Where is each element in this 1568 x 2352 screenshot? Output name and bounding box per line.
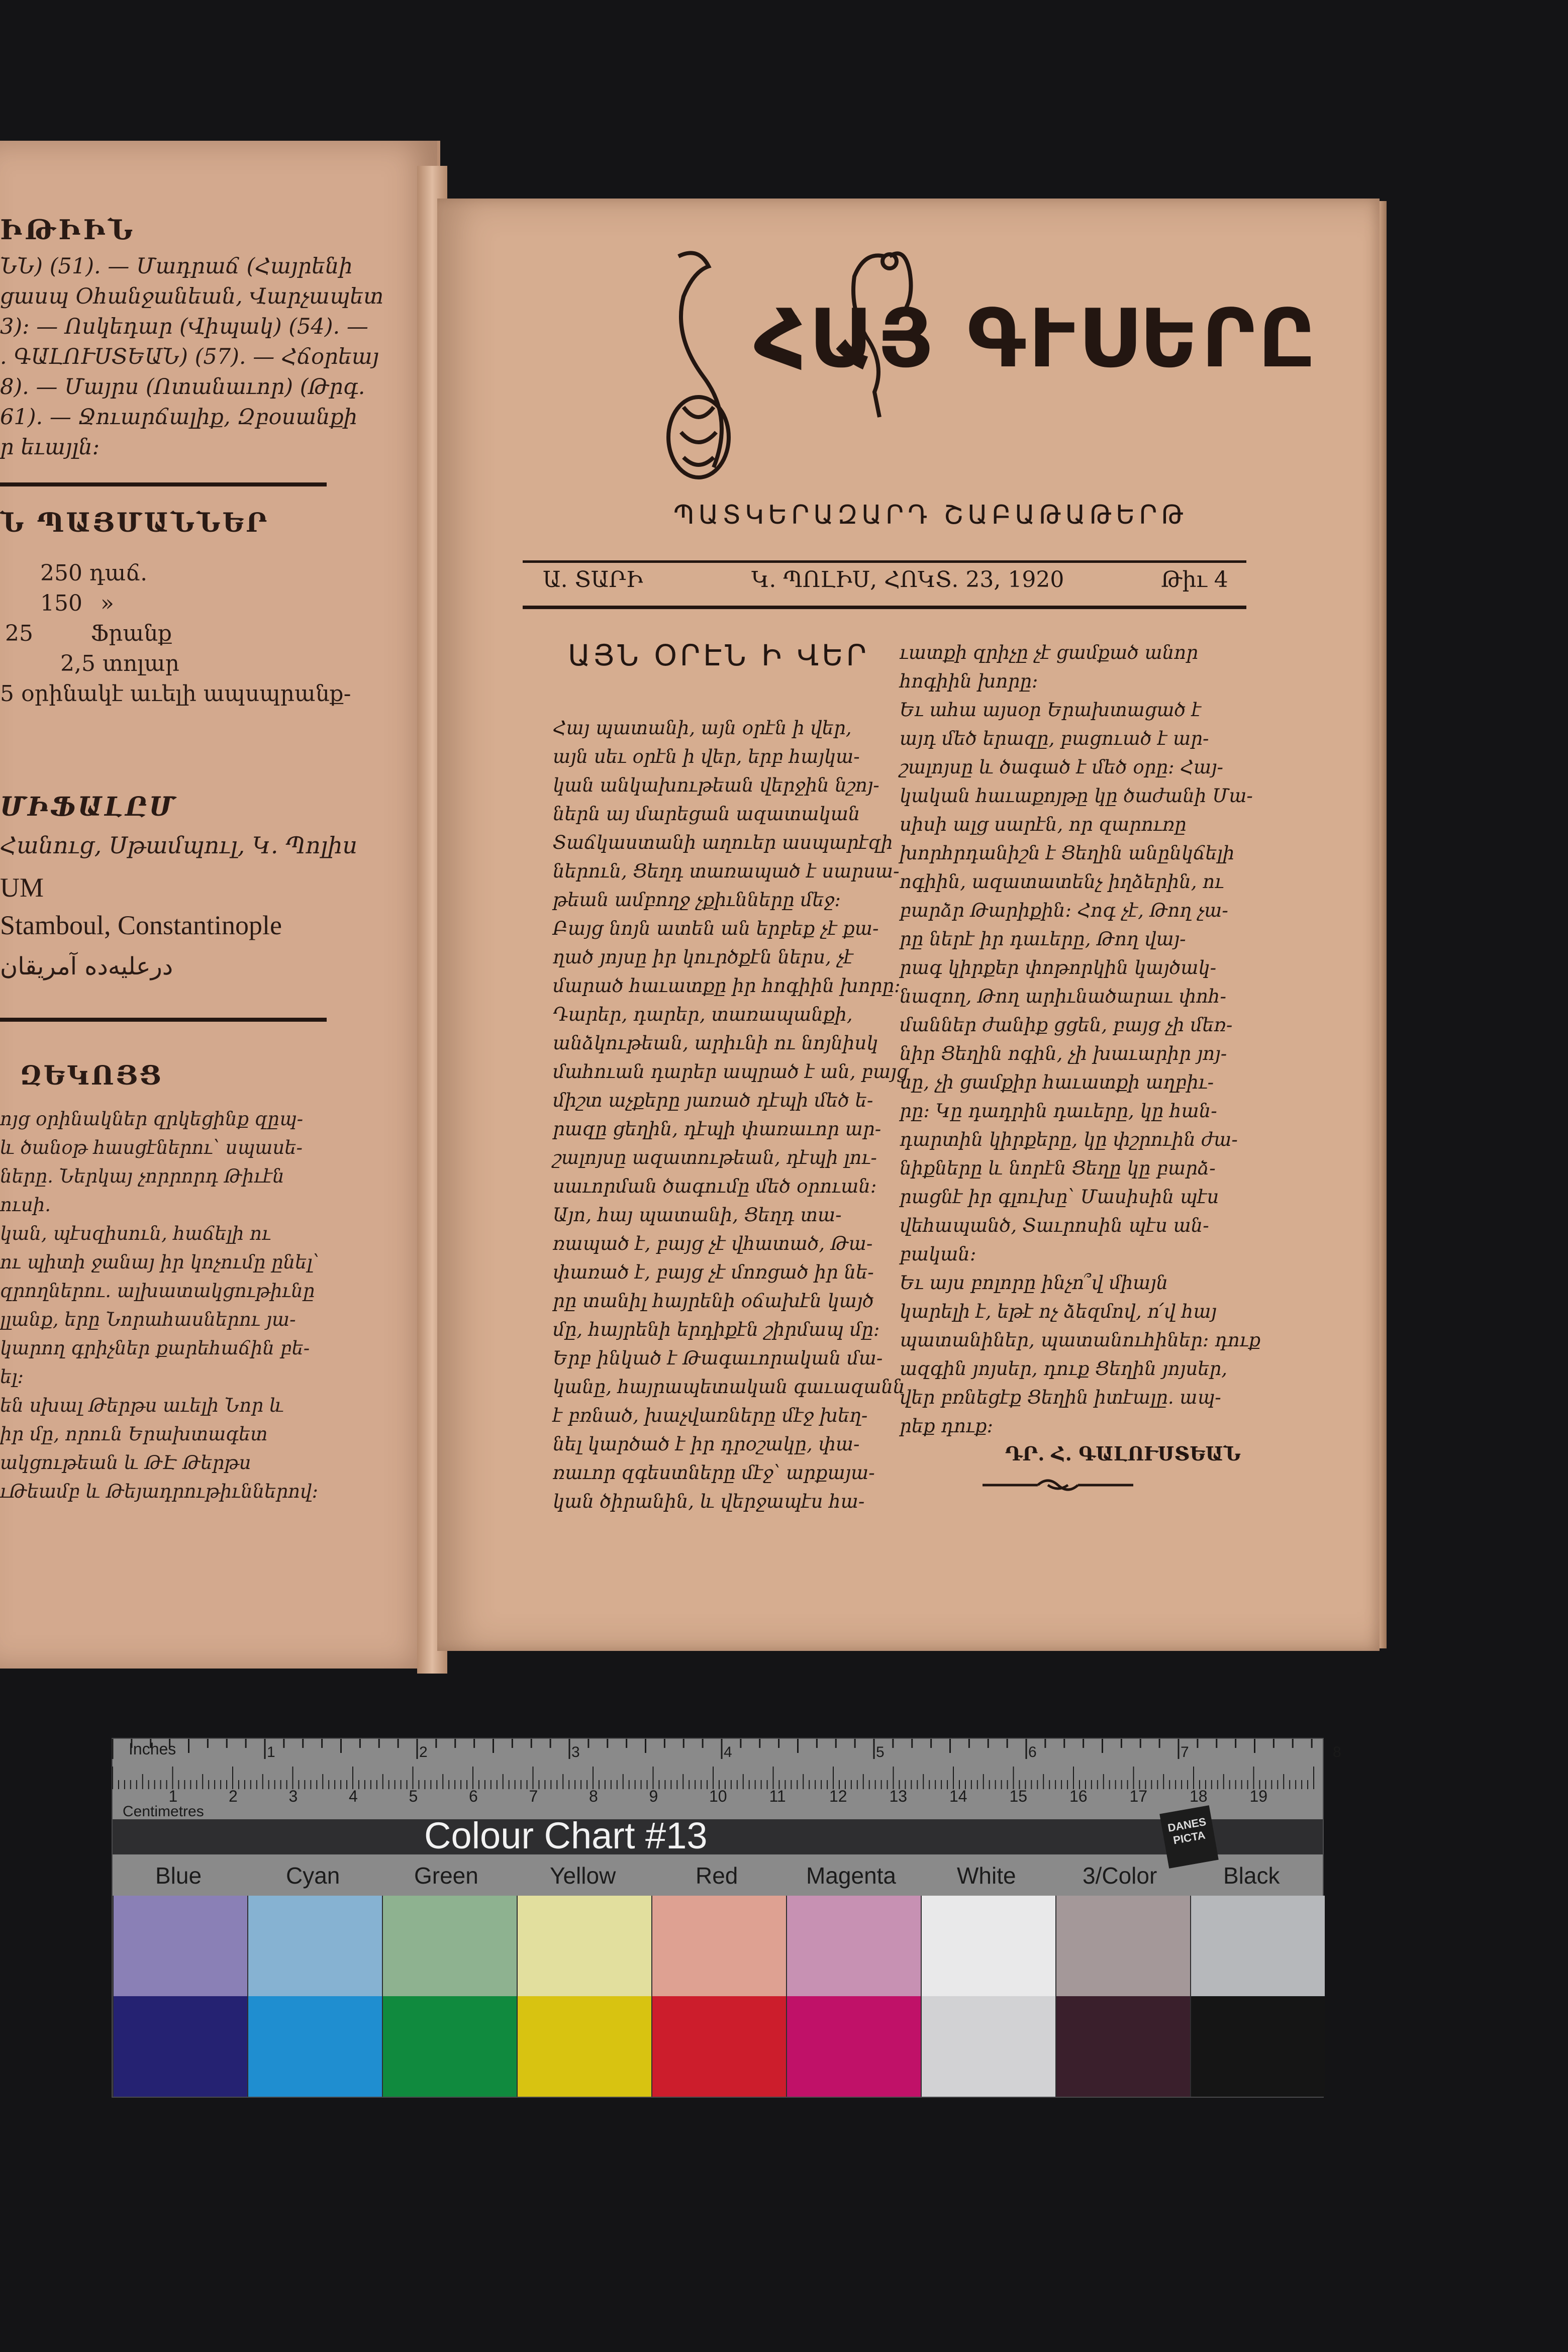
notice-line: ուսի. [0,1194,51,1216]
article-line: խորհրդանիշն է Ցեղին անընկճելի [900,842,1235,864]
notice-line: զրողներու. ալխատակցութիւնը [0,1280,315,1302]
toc-line: 8). — Մայրս (Ոտանաւոր) (Թրգ. [0,374,365,400]
swatch-dark-magenta [787,1996,921,2097]
article-line: մահուան դարեր ապրած է ան, բայց [553,1061,909,1083]
cm-tick-label: 1 [168,1787,178,1805]
cm-tick-label: 15 [1009,1787,1028,1805]
address-um: UM [0,872,44,903]
article-line: րացնէ իր գլուխը՝ Մասիսին պէս [900,1186,1219,1208]
cm-tick-label: 9 [649,1787,658,1805]
article-column-2 [900,638,1261,1440]
swatch-dark-3-color [1056,1996,1190,2097]
ruler-ticks [113,1739,1341,1819]
article-line: թեան ամբողջ չքիւնները մեջ: [553,889,841,911]
latin-address: Stamboul, Constantinople [0,910,282,940]
price-amount: 250 դաճ. [40,560,148,586]
article-line: կան ծիրանին, և վերջապէս հա- [553,1491,865,1512]
cm-tick-label: 17 [1129,1787,1148,1805]
article-line: այն սեւ օրէն ի վեր, երբ հայկա- [553,746,860,767]
cm-tick-label: 4 [349,1787,358,1805]
article-title: ԱՅՆ ՕՐԷՆ Ի ՎԵՐ [568,638,869,672]
swatch-dark-black [1191,1996,1325,2097]
article-line: Երբ ինկած է Թագաւորական մա- [553,1347,883,1369]
cm-tick-label: 14 [949,1787,967,1805]
article-line: րազը ցեղին, դէպի փառաւոր ար- [553,1118,881,1140]
ruler-inches-label: Inches [129,1740,176,1758]
inch-tick-label: 4 [724,1744,732,1760]
article-line: Բայց նոյն ատեն ան երբեք չէ քա- [553,918,879,939]
article-line: ներուն, Ցեղդ տառապած է սարսա- [553,860,900,882]
article-line: է բռնած, խաչվառները մէջ խեղ- [553,1405,868,1426]
article-line: ւատքի զրիչը չէ ցամքած անոր [900,642,1199,663]
article-line: նազող, Թող արիւնածարաւ փոհ- [900,986,1226,1007]
article-line: նիր Ցեղին ոգին, չի խաւարիր յոյ- [900,1043,1227,1064]
article-line: այդ մեծ երազը, բացուած է ար- [900,728,1209,749]
article-line: կանը, հայրապետական գաւազանն [553,1376,905,1398]
article-line: Հայ պատանի, այն օրէն ի վեր, [553,717,852,739]
toc-line: 3): — Ոսկեդար (Վիպակ) (54). — [0,314,368,339]
article-line: նիքները և նորէն Ցեղը կը բարձ- [900,1157,1216,1179]
article-line: սը, չի ցամքիր հաւատքի աղբիւ- [900,1071,1214,1093]
swatch-dark-yellow [518,1996,651,2097]
notice-line: ները. Ներկայ չորրորդ Թիւէն [0,1165,284,1187]
article-line: նել կարծած է իր դրօշակը, փա- [553,1433,860,1455]
article-line: մարած հաւատքը իր հոգիին խորը: [553,975,901,997]
swatch-light-cyan [248,1896,382,1996]
colour-chart [112,1738,1341,2098]
article-line: Եւ ահա այսօր Երախտացած է [900,699,1201,721]
notice-line: են սխալ Թերթս աւելի Նոր և [0,1395,284,1416]
article-line: Եւ այս բոլորը ինչո՞վ միայն [900,1272,1168,1294]
swatch-label-cyan: Cyan [286,1863,340,1889]
notice-line: լլանք, երը Նորահասներու յա- [0,1309,296,1330]
notice-line: ու պիտի ջանայ իր կոչումը ընել՝ [0,1251,320,1273]
cm-tick-label: 2 [229,1787,238,1805]
inch-tick-label: 1 [267,1744,275,1760]
swatch-dark-blue [114,1996,247,2097]
inch-tick-label: 2 [419,1744,428,1760]
cm-tick-label: 10 [709,1787,727,1805]
masthead-title: ՀԱՅ ԳՒՍԵՐԸ [754,291,1319,385]
article-line: դարտին կիրքերը, կը փշրուին ժա- [900,1129,1238,1150]
article-line: վեր բռնեցէք Ցեղին իտէալը. ապ- [900,1387,1221,1408]
inch-tick-label: 7 [1181,1744,1189,1760]
swatch-light-3-color [1056,1896,1190,1996]
cm-tick-label: 7 [529,1787,538,1805]
article-line: շալոյսը ազատութեան, դէպի լու- [553,1147,877,1168]
notice-line: ւԹեամբ և Թեյադրութիւններով: [0,1481,318,1502]
issue-place-date: Կ. ՊՈԼԻՍ, ՀՈԿՏ. 23, 1920 [751,567,1064,593]
swatch-label-yellow: Yellow [550,1863,616,1889]
ruler [113,1739,1341,1820]
article-line: շալոյսը և ծագած է մեծ օրը: Հայ- [900,756,1224,778]
article-line: ռաւոր զգեստները մէջ՝ արքայա- [553,1462,875,1484]
article-line: ռապած է, բայց չէ վհատած, Թա- [553,1233,873,1254]
article-line: սաւորման ծագումը մեծ օրուան: [553,1175,877,1197]
article-line: փառած է, բայց չէ մոռցած իր նե- [553,1261,874,1283]
issue-number: Թիւ 4 [1161,567,1228,593]
swatch-light-blue [114,1896,247,1996]
address-line: Հանուց, Սթամպուլ, Կ. Պոլիս [0,832,357,859]
swatch-dark-white [922,1996,1055,2097]
price-amount: 5 օրինակէ աւելի ապսպրանք- [0,681,351,707]
office-heading: ՄԻՖԱԼԸՄ [0,792,177,822]
cm-tick-label: 16 [1069,1787,1088,1805]
flourish-ornament [983,1475,1133,1495]
price-unit: » [101,591,114,616]
swatch-dark-cyan [248,1996,382,2097]
article-line: ներն այ մարեցան ազատական [553,803,860,825]
article-line: անձկութեան, արիւնի ու նոյնիսկ [553,1032,878,1054]
swatch-light-yellow [518,1896,651,1996]
left-toc-heading: ԻԹԻԻՆ [0,214,136,246]
notice-line: իր մը, որուն Երախտագետ [0,1423,268,1445]
toc-line: ցասպ Օհանջանեան, Վարչապետ [0,284,384,309]
cm-tick-label: 19 [1249,1787,1268,1805]
cm-tick-label: 11 [769,1787,786,1805]
issue-year: Ա. ՏԱՐԻ [543,567,643,593]
cm-tick-label: 18 [1190,1787,1208,1805]
article-line: բական: [900,1243,976,1265]
arabic-address: درعليه‌ده آمريقان [0,952,173,981]
article-line: Տաճկաստանի աղուեր ասպարէզի [553,832,893,853]
page-edge [1380,201,1387,1648]
swatch-label-blue: Blue [155,1863,202,1889]
masthead-subtitle: ՊԱՏԿԵՐԱԶԱՐԴ ՇԱԲԱԹԱԹԵՐԹ [673,500,1188,530]
article-line: բարձր Թարիքին: Հոգ չէ, Թող չա- [900,900,1228,921]
notice-heading: ԶԵԿՈՅՑ [20,1060,164,1091]
swatch-label-black: Black [1223,1863,1280,1889]
cm-tick-label: 6 [469,1787,478,1805]
article-line: հոգիին խորը: [900,670,1038,692]
danes-picta-logo: DANES PICTA [1159,1805,1219,1869]
swatch-label-red: Red [696,1863,738,1889]
article-line: միշտ աչքերը յառած դէպի մեծ ե- [553,1090,873,1111]
article-line: րը: Կը դադրին դաւերը, կը հան- [900,1100,1217,1122]
cm-tick-label: 12 [829,1787,847,1805]
notice-line: կարող գրիչներ քարեհաճին բե- [0,1337,310,1359]
cm-tick-label: 5 [409,1787,418,1805]
article-line: սիսի ալց սարէն, որ զարուռը [900,814,1187,835]
notice-line: ակցութեան և ԹԷ Թերթս [0,1452,251,1474]
article-line: ոգիին, ազատատենչ իղձերին, ու [900,871,1224,893]
swatch-label-green: Green [414,1863,478,1889]
price-amount: 150 [40,591,82,616]
cm-tick-label: 8 [589,1787,598,1805]
article-line: մաններ ժանիք ցցեն, բայց չի մեռ- [900,1014,1233,1036]
article-line: րագ կիրքեր փոթորկին կայծակ- [900,957,1217,978]
notice-line: ոյց օրինակներ զրկեցինք զըպ- [0,1108,304,1130]
notice-line: և ծանօթ հասցէներու՝ սպասե- [0,1137,303,1158]
inch-tick-label: 3 [571,1744,580,1760]
swatch-dark-green [383,1996,517,2097]
ruler-cm-label: Centimetres [123,1803,204,1820]
left-page [0,141,440,1669]
swatch-light-red [652,1896,786,1996]
toc-line: ր եւայլն: [0,435,100,460]
article-line: րը ներէ իր դաւերը, Թող վայ- [900,928,1186,950]
swatch-light-magenta [787,1896,921,1996]
article-line: րը տանիլ հայրենի օճախէն կայծ [553,1290,874,1312]
swatch-dark-red [652,1996,786,2097]
notice-line: ել: [0,1366,24,1388]
article-line: կան անկախութեան վերջին նշոյ- [553,774,879,796]
colour-chart-title: Colour Chart #13 [424,1815,708,1856]
inch-tick-label: 8 [1333,1744,1341,1760]
notice-line: կան, պէսզիսուն, հաճելի ու [0,1223,271,1244]
swatch-label-white: White [957,1863,1016,1889]
issue-rule-top [523,560,1246,563]
toc-line: . ԳԱԼՈՒՍՏԵԱՆ) (57). — Հճօրեայ [0,344,379,369]
swatch-light-black [1191,1896,1325,1996]
article-line: կական հաւաքոյթը կը ծաժանի Մա- [900,785,1253,807]
price-amount: 25 [5,621,33,646]
article-signature: ԴՐ. Հ. ԳԱԼՈՒՍՏԵԱՆ [1005,1442,1241,1465]
article-line: Այո, հայ պատանի, Ցեղդ տա- [553,1204,842,1226]
issue-rule-bottom [523,606,1246,609]
swatch-light-green [383,1896,517,1996]
article-line: ղած յոյսը իր կուրծքէն ներս, չէ [553,946,853,968]
swatch-light-white [922,1896,1055,1996]
cm-tick-label: 13 [889,1787,908,1805]
price-unit: Ֆրանք [90,621,172,646]
swatch-label-magenta: Magenta [806,1863,897,1889]
article-column-1 [553,714,909,1516]
left-rule-1 [0,482,327,486]
article-line: կարելի է, եթէ ոչ ձեզմով, ո՛վ հայ [900,1301,1217,1322]
article-line: մը, հայրենի երդիքէն շիրմապ մը: [553,1319,880,1340]
subscription-heading: Ն ՊԱՅՄԱՆՆԵՐ [0,508,269,538]
article-line: րեք դուք: [900,1415,993,1437]
price-amount: 2,5 տոլար [60,651,179,676]
swatch-label-3-color: 3/Color [1083,1863,1157,1889]
cm-tick-label: 3 [288,1787,298,1805]
inch-tick-label: 5 [876,1744,885,1760]
toc-line: ՆՆ) (51). — Մադրաճ (Հայրենի [0,254,353,279]
article-line: վեհապանծ, Տաւրոսին պէս ան- [900,1215,1209,1236]
article-line: Դարեր, դարեր, տառապանքի, [553,1004,853,1025]
inch-tick-label: 6 [1028,1744,1037,1760]
article-line: ազգին յոյսեր, դուք Ցեղին յոյսեր, [900,1358,1228,1380]
toc-line: 61). — Ջուարճալիք, Զբօսանքի [0,405,358,430]
article-line: պատանիներ, պատանուհիներ: դուք [900,1329,1261,1351]
left-rule-2 [0,1018,327,1022]
